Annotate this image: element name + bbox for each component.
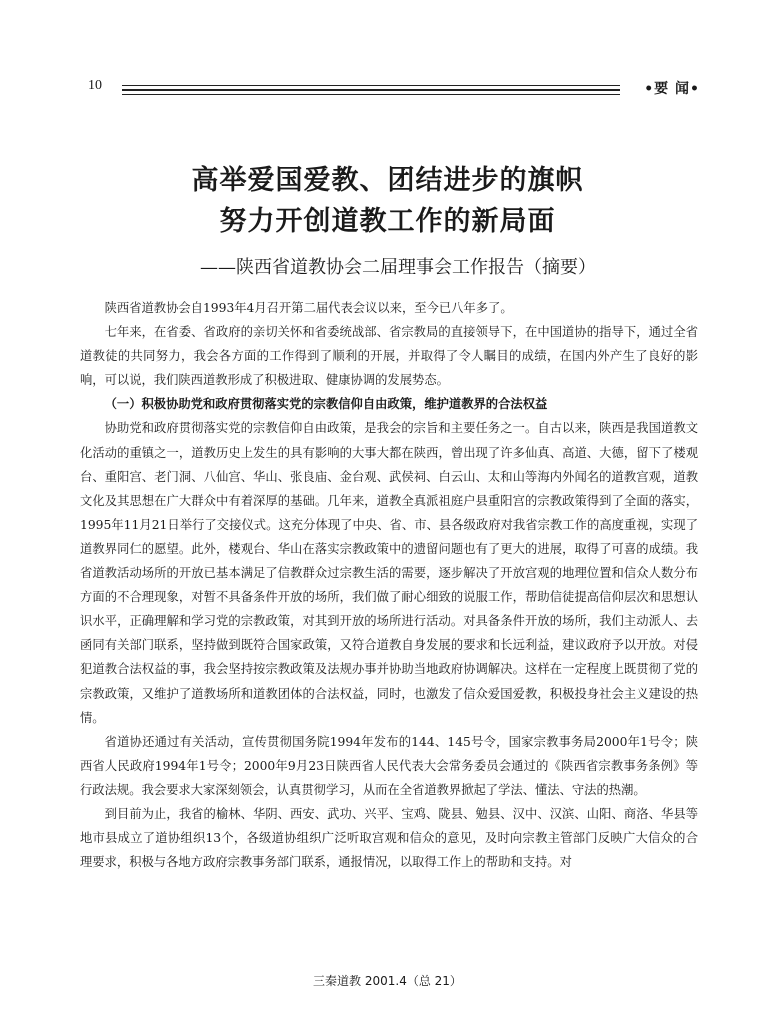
page-footer: 三秦道教 2001.4（总 21） <box>313 974 462 988</box>
header-rule <box>122 85 620 86</box>
section-heading: （一）积极协助党和政府贯彻落实党的宗教信仰自由政策，维护道教界的合法权益 <box>104 397 548 412</box>
section-name: •要 闻• <box>644 81 700 97</box>
article-body <box>80 296 698 874</box>
page-number: 10 <box>88 78 102 93</box>
paragraph: 到目前为止，我省的榆林、华阴、西安、武功、兴平、宝鸡、陇县、勉县、汉中、汉滨、山阳、商洛、华县等地市县成立了道协组织13个，各级道协组织广泛听取宫观和信众的意见，及时向宗教主管部门反映广大信众的合理要求，积极与各地方政府宗教事务部门联系，通报情况，以取得工作上的帮助和支持。对 <box>80 806 698 870</box>
article-subtitle: ——陕西省道教协会二届理事会工作报告（摘要） <box>200 257 596 278</box>
header-rule <box>122 89 620 91</box>
header-rule <box>122 94 620 95</box>
article-title-line2: 努力开创道教工作的新局面 <box>219 206 556 237</box>
article-title-line1: 高举爱国爱教、团结进步的旗帜 <box>191 165 584 196</box>
paragraph: 协助党和政府贯彻落实党的宗教信仰自由政策，是我会的宗旨和主要任务之一。自古以来，陕西是我国道教文化活动的重镇之一，道教历史上发生的具有影响的大事大都在陕西，曾出现了许多仙真、高道、大德，留下了楼观台、重阳宫、老门洞、八仙宫、华山、张良庙、金台观、武侯祠、白云山、太和山等海内外闻名的道教宫观，道教文化及其思想在广大群众中有着深厚的基础。几年来，道教全真派祖庭户县重阳宫的宗教政策得到了全面的落实，1995年11月21日举行了交接仪式。这充分体现了中央、省、市、县各级政府对我省宗教工作的高度重视，实现了道教界同仁的愿望。此外，楼观台、华山在落实宗教政策中的遗留问题也有了更大的进展，取得了可喜的成绩。我省道教活动场所的开放已基本满足了信教群众过宗教生活的需要，逐步解决了开放宫观的地理位置和信众人数分布方面的不合理现象，对暂不具备条件开放的场所，我们做了耐心细致的说服工作，帮助信徒提高信仰层次和思想认识水平，正确理解和学习党的宗教政策，对其到开放的场所进行活动。对具备条件开放的场所，我们主动派人、去函同有关部门联系，坚持做到既符合国家政策，又符合道教自身发展的要求和长远利益，建议政府予以开放。对侵犯道教合法权益的事，我会坚持按宗教政策及法规办事并协助当地政府协调解决。这样在一定程度上既贯彻了党的宗教政策，又维护了道教场所和道教团体的合法权益，同时，也激发了信众爱国爱教，积极投身社会主义建设的热情。 <box>80 421 698 725</box>
paragraph: 省道协还通过有关活动，宣传贯彻国务院1994年发布的144、145号令，国家宗教事务局2000年1号令；陕西省人民政府1994年1号令；2000年9月23日陕西省人民代表大会常务委员会通过的《陕西省宗教事务条例》等行政法规。我会要求大家深刻领会，认真贯彻学习，从而在全省道教界掀起了学法、懂法、守法的热潮。 <box>80 734 698 797</box>
paragraph: 陕西省道教协会自1993年4月召开第二届代表会议以来，至今已八年多了。 <box>104 301 513 315</box>
running-header <box>88 78 700 100</box>
paragraph: 七年来，在省委、省政府的亲切关怀和省委统战部、省宗教局的直接领导下，在中国道协的指导下，通过全省道教徒的共同努力，我会各方面的工作得到了顺利的开展，并取得了令人瞩目的成绩，在国内外产生了良好的影响，可以说，我们陕西道教形成了积极进取、健康协调的发展势态。 <box>80 325 698 388</box>
